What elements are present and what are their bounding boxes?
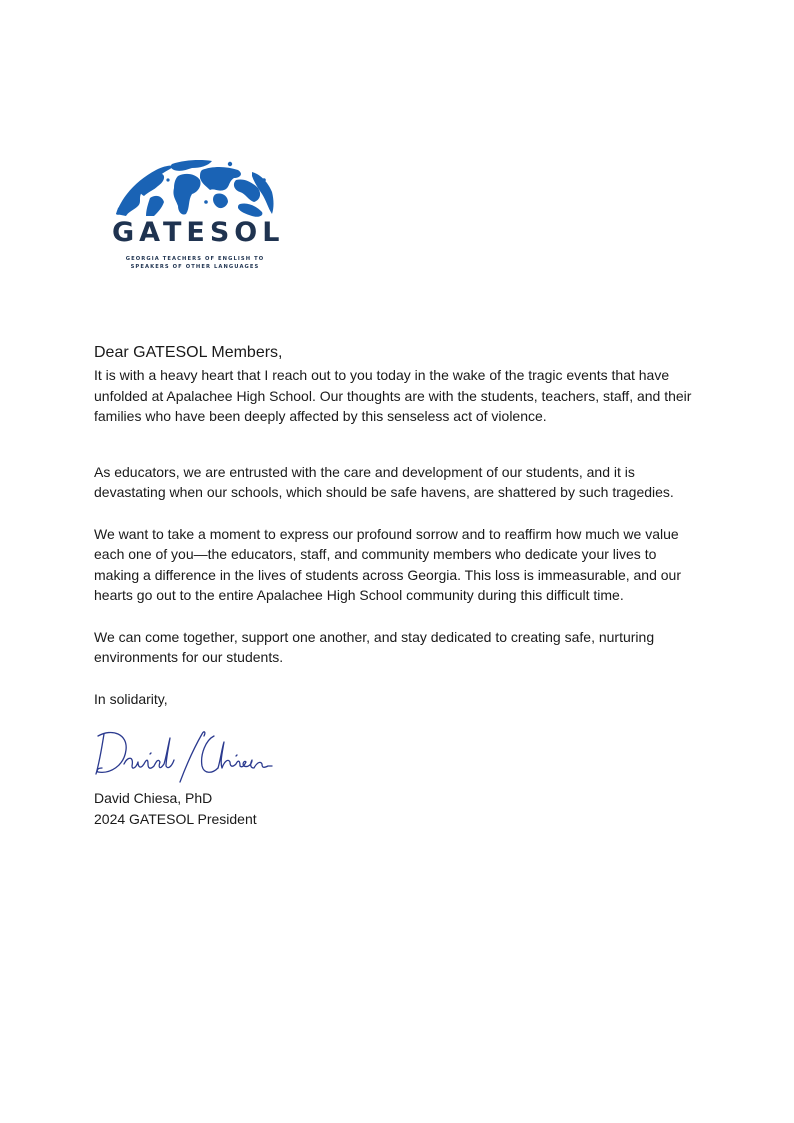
signature-block [94,788,257,829]
closing: In solidarity, [94,690,168,707]
paragraph-2: As educators, we are entrusted with the care and development of our students, and it is devastating when our schools, which should be safe havens, are shattered by such tragedies. [94,463,674,500]
signer-title: 2024 GATESOL President [94,810,257,827]
gatesol-logo [112,156,285,276]
paragraph-4: We can come together, support one another, and stay dedicated to creating safe, nurturing environments for our students. [94,628,655,665]
paragraph-3: We want to take a moment to express our profound sorrow and to reaffirm how much we value each one of you—the educators, staff, and community members who dedicate your lives to making a difference in the lives of students across Georgia. This loss is immeasurable, and our hearts go out to the entire Apalachee High School community during this difficult time. [94,525,681,603]
letter-body [94,342,704,709]
globe-icon [112,156,278,218]
handwritten-signature [94,726,274,784]
logo-tagline-line-1: GEORGIA TEACHERS OF ENGLISH TO [125,256,265,262]
signer-name: David Chiesa, PhD [94,790,213,806]
salutation: Dear GATESOL Members, [94,344,283,361]
paragraph-1: It is with a heavy heart that I reach out to you today in the wake of the tragic events that have unfolded at Apalachee High School. Our thoughts are with the students, teachers, staff, and their families who have been deeply affected by this senseless act of violence. [94,367,692,424]
logo-wordmark: GATESOL [112,217,285,248]
logo-tagline-line-2: SPEAKERS OF OTHER LANGUAGES [130,264,260,270]
logo-tagline [112,255,278,271]
